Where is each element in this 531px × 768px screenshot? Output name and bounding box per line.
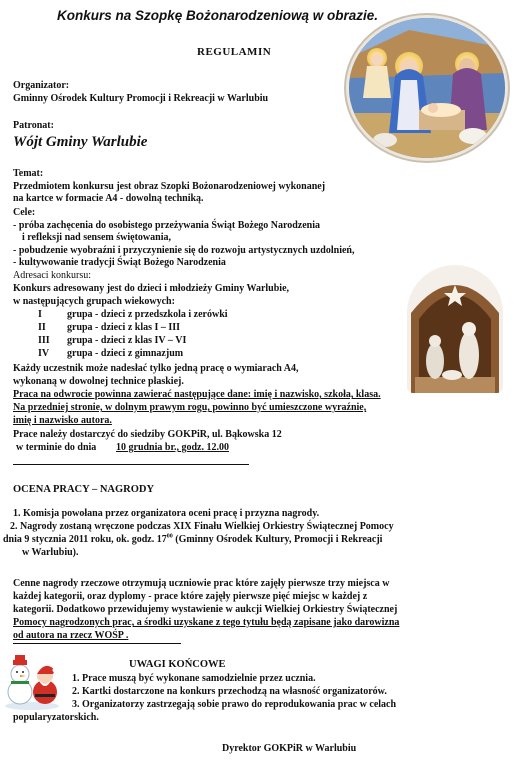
deadline-label: w terminie do dnia [16,442,97,453]
adresaci-label: Adresaci konkursu: [13,270,92,281]
group-number: III [38,335,50,346]
nativity-figurines-image [407,265,503,393]
group-text: grupa - dzieci z klas IV – VI [67,335,187,346]
ocena-para: od autora na rzecz WOŚP . [13,630,129,641]
ocena-item: 2. Nagrody zostaną wręczone podczas XIX Finału Wielkiej Orkiestry Świątecznej Pomocy [10,521,394,532]
uwagi-item: popularyzatorskich. [13,712,99,723]
cele-line: - próba zachęcenia do osobistego przeżywania Świąt Bożego Narodzenia [13,220,321,231]
adresaci-line: Konkurs adresowany jest do dzieci i młodzieży Gminy Warlubie, [13,283,290,294]
uwagi-item: 2. Kartki dostarczone na konkurs przechodzą na własność organizatorów. [72,686,387,697]
cele-label: Cele: [13,207,36,218]
patronat-label: Patronat: [13,120,54,131]
ocena-para: kategorii. Dodatkowo przewidujemy wystawienie w aukcji Wielkiej Orkiestry Świątecznej [13,604,398,615]
rule-line: wykonaną w dowolnej technice płaskiej. [13,376,184,387]
snowman-santa-clipart [3,652,61,710]
rule-line: imię i nazwisko autora. [13,415,112,426]
group-text: grupa - dzieci z klas I – III [67,322,181,333]
nativity-painting-image [349,18,505,158]
temat-label: Temat: [13,168,44,179]
organizator-value: Gminny Ośrodek Kultury Promocji i Rekreacji w Warlubiu [13,93,269,104]
ocena-para: każdej kategorii, oraz dyplomy - prace które zajęły pierwsze pięć miejsc w każdej z [13,591,368,602]
group-number: II [38,322,46,333]
page-title: Konkurs na Szopkę Bożonarodzeniową w obrazie. [57,8,379,23]
ocena-para: Pomocy nagrodzonych prac, a środki uzyskane z tego tytułu będą zapisane jako darowizna [13,617,400,628]
rule-line: Na przedniej stronie, w dolnym prawym rogu, powinno być umieszczone wyraźnie, [13,402,367,413]
ocena-item: w Warlubiu). [22,547,79,558]
uwagi-heading: UWAGI KOŃCOWE [129,659,226,670]
uwagi-item: 3. Organizatorzy zastrzegają sobie prawo do reprodukowania prac w celach [72,699,397,710]
rule-line: Prace należy dostarczyć do siedziby GOKPiR, ul. Bąkowska 12 [13,429,282,440]
group-text: grupa - dzieci z gimnazjum [67,348,184,359]
uwagi-item: 1. Prace muszą być wykonane samodzielnie przez ucznia. [72,673,316,684]
temat-line: Przedmiotem konkursu jest obraz Szopki Bożonarodzeniowej wykonanej [13,181,326,192]
group-number: I [38,309,42,320]
organizator-label: Organizator: [13,80,70,91]
signature: Dyrektor GOKPiR w Warlubiu [222,743,357,754]
group-text: grupa - dzieci z przedszkola i zerówki [67,309,228,320]
divider [13,464,249,465]
group-number: IV [38,348,50,359]
rule-line: Praca na odwrocie powinna zawierać następujące dane: imię i nazwisko, szkoła, klasa. [13,389,381,400]
rule-line: Każdy uczestnik może nadesłać tylko jedną pracę o wymiarach A4, [13,363,299,374]
temat-line: na kartce w formacie A4 - dowolną techniką. [13,193,204,204]
deadline-date: 10 grudnia br., godz. 12.00 [116,442,229,453]
patronat-value: Wójt Gminy Warlubie [13,134,148,150]
cele-line: - pobudzenie wyobraźni i przyczynienie się do rozwoju artystycznych uzdolnień, [13,245,355,256]
ocena-para: Cenne nagrody rzeczowe otrzymują uczniowie prac które zajęły pierwsze trzy miejsca w [13,578,390,589]
ocena-heading: OCENA PRACY – NAGRODY [13,484,155,495]
divider [13,643,181,644]
ocena-item: dnia 9 stycznia 2011 roku, ok. godz. $17^{00}$ (Gminny Ośrodek Kultury, Promocji i Rekreacji [3,533,383,545]
cele-line: i refleksji nad sensem świętowania, [22,232,171,243]
adresaci-line: w następujących grupach wiekowych: [13,296,175,307]
ocena-item: 1. Komisja powołana przez organizatora oceni pracę i przyzna nagrody. [13,508,320,519]
cele-line: - kultywowanie tradycji Świąt Bożego Narodzenia [13,257,226,268]
regulamin-heading: REGULAMIN [197,46,272,58]
